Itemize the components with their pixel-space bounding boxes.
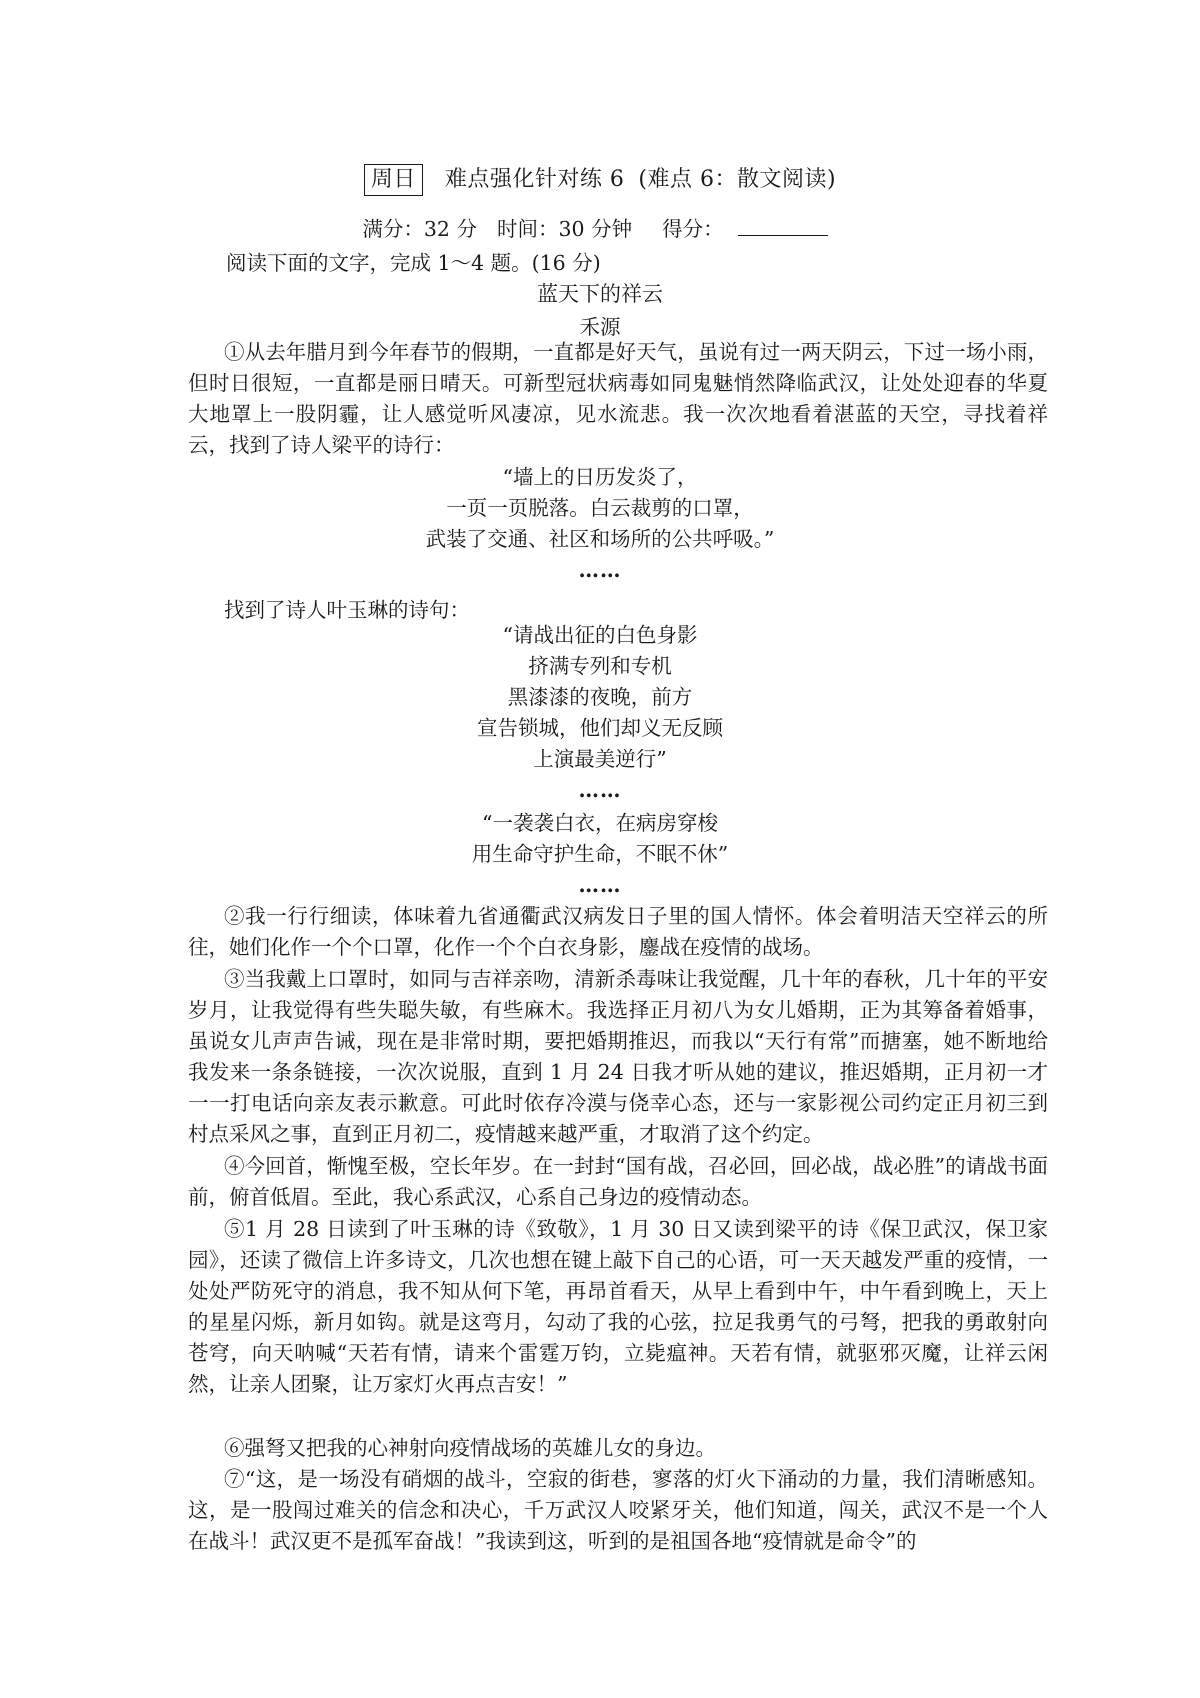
score-blank <box>738 217 828 236</box>
score-line <box>0 212 1200 242</box>
poem-ellipsis: …… <box>578 778 622 802</box>
paragraph-7: ⑦“这，是一场没有硝烟的战斗，空寂的街巷，寥落的灯火下涌动的力量，我们清晰感知。这，是一股闯过难关的信念和决心，千万武汉人咬紧牙关，他们知道，闯关，武汉不是一个人在战斗！武汉更不是孤军奋战！”我读到这，听到的是祖国各地“疫情就是命令”的 <box>188 1467 1048 1553</box>
poem-line: “一袭袭白衣，在病房穿梭 <box>482 811 718 835</box>
paragraph-2: ②我一行行细读，体味着九省通衢武汉病发日子里的国人情怀。体会着明洁天空祥云的所往，她们化作一个个口罩，化作一个个白衣身影，鏖战在疫情的战场。 <box>188 904 1048 959</box>
poem-ellipsis: …… <box>578 873 622 897</box>
article-title: 蓝天下的祥云 <box>537 282 663 306</box>
full-score: 满分：32 分 <box>362 217 477 241</box>
page-header <box>0 162 1200 196</box>
poem-line: 武装了交通、社区和场所的公共呼吸。” <box>425 527 775 551</box>
day-tag: 周日 <box>364 164 423 196</box>
instruction: 阅读下面的文字，完成 1～4 题。(16 分) <box>226 251 601 275</box>
poem-line: 用生命守护生命，不眠不休” <box>471 842 729 866</box>
poem-line: 挤满专列和专机 <box>528 654 672 678</box>
score-label: 得分： <box>662 217 724 241</box>
poem-line: “墙上的日历发炎了， <box>502 465 698 489</box>
poem-line: 宣告锁城，他们却义无反顾 <box>477 716 723 740</box>
paragraph-1: ①从去年腊月到今年春节的假期，一直都是好天气，虽说有过一两天阴云，下过一场小雨，但时日很短，一直都是丽日晴天。可新型冠状病毒如同鬼魅悄然降临武汉，让处处迎春的华夏大地罩上一股阴霾，让人感觉听风凄凉，见水流悲。我一次次地看着湛蓝的天空，寻找着祥云，找到了诗人梁平的诗行： <box>188 340 1048 457</box>
page-title: 难点强化针对练 6 <box>444 167 625 192</box>
poem-line: 一页一页脱落。白云裁剪的口罩， <box>446 496 754 520</box>
poem-ellipsis: …… <box>578 558 622 582</box>
paragraph-3: ③当我戴上口罩时，如同与吉祥亲吻，清新杀毒味让我觉醒，几十年的春秋，几十年的平安岁月，让我觉得有些失聪失敏，有些麻木。我选择正月初八为女儿婚期，正为其筹备着婚事，虽说女儿声声告诫，现在是非常时期，要把婚期推迟，而我以“天行有常”而搪塞，她不断地给我发来一条条链接，一次次说服，直到 1 月 24 日我才听从她的建议，推迟婚期，正月初一才一一打电话向亲友表示歉意。可此时依存冷漠与侥幸心态，还与一家影视公司约定正月初三到村点采风之事，直到正月初二，疫情越来越严重，才取消了这个约定。 <box>188 967 1048 1146</box>
paragraph-4: ④今回首，惭愧至极，空长年岁。在一封封“国有战，召必回，回必战，战必胜”的请战书面前，俯首低眉。至此，我心系武汉，心系自己身边的疫情动态。 <box>188 1154 1048 1209</box>
poem-yeyulin-2 <box>0 808 1200 901</box>
time-limit: 时间：30 分钟 <box>497 217 633 241</box>
poem-line: 上演最美逆行” <box>533 747 667 771</box>
poem-lead: 找到了诗人叶玉琳的诗句： <box>224 598 470 622</box>
page-subtitle: (难点 6：散文阅读) <box>638 167 837 192</box>
poem-liangping <box>0 462 1200 586</box>
paragraph-5: ⑤1 月 28 日读到了叶玉琳的诗《致敬》，1 月 30 日又读到梁平的诗《保卫武汉，保卫家园》，还读了微信上许多诗文，几次也想在键上敲下自己的心语，可一天天越发严重的疫情，一处处严防死守的消息，我不知从何下笔，再昂首看天，从早上看到中午，中午看到晚上，天上的星星闪烁，新月如钩。就是这弯月，勾动了我的心弦，拉足我勇气的弓弩，把我的勇敢射向苍穹，向天呐喊“天若有情，请来个雷霆万钧，立毙瘟神。天若有情，就驱邪灭魔，让祥云闲然，让亲人团聚，让万家灯火再点吉安！” <box>188 1217 1048 1396</box>
poem-yeyulin <box>0 620 1200 806</box>
paragraph-6: ⑥强弩又把我的心神射向疫情战场的英雄儿女的身边。 <box>224 1436 716 1460</box>
poem-line: 黑漆漆的夜晚，前方 <box>507 685 693 709</box>
poem-line: “请战出征的白色身影 <box>502 623 698 647</box>
article-author: 禾源 <box>579 315 621 339</box>
